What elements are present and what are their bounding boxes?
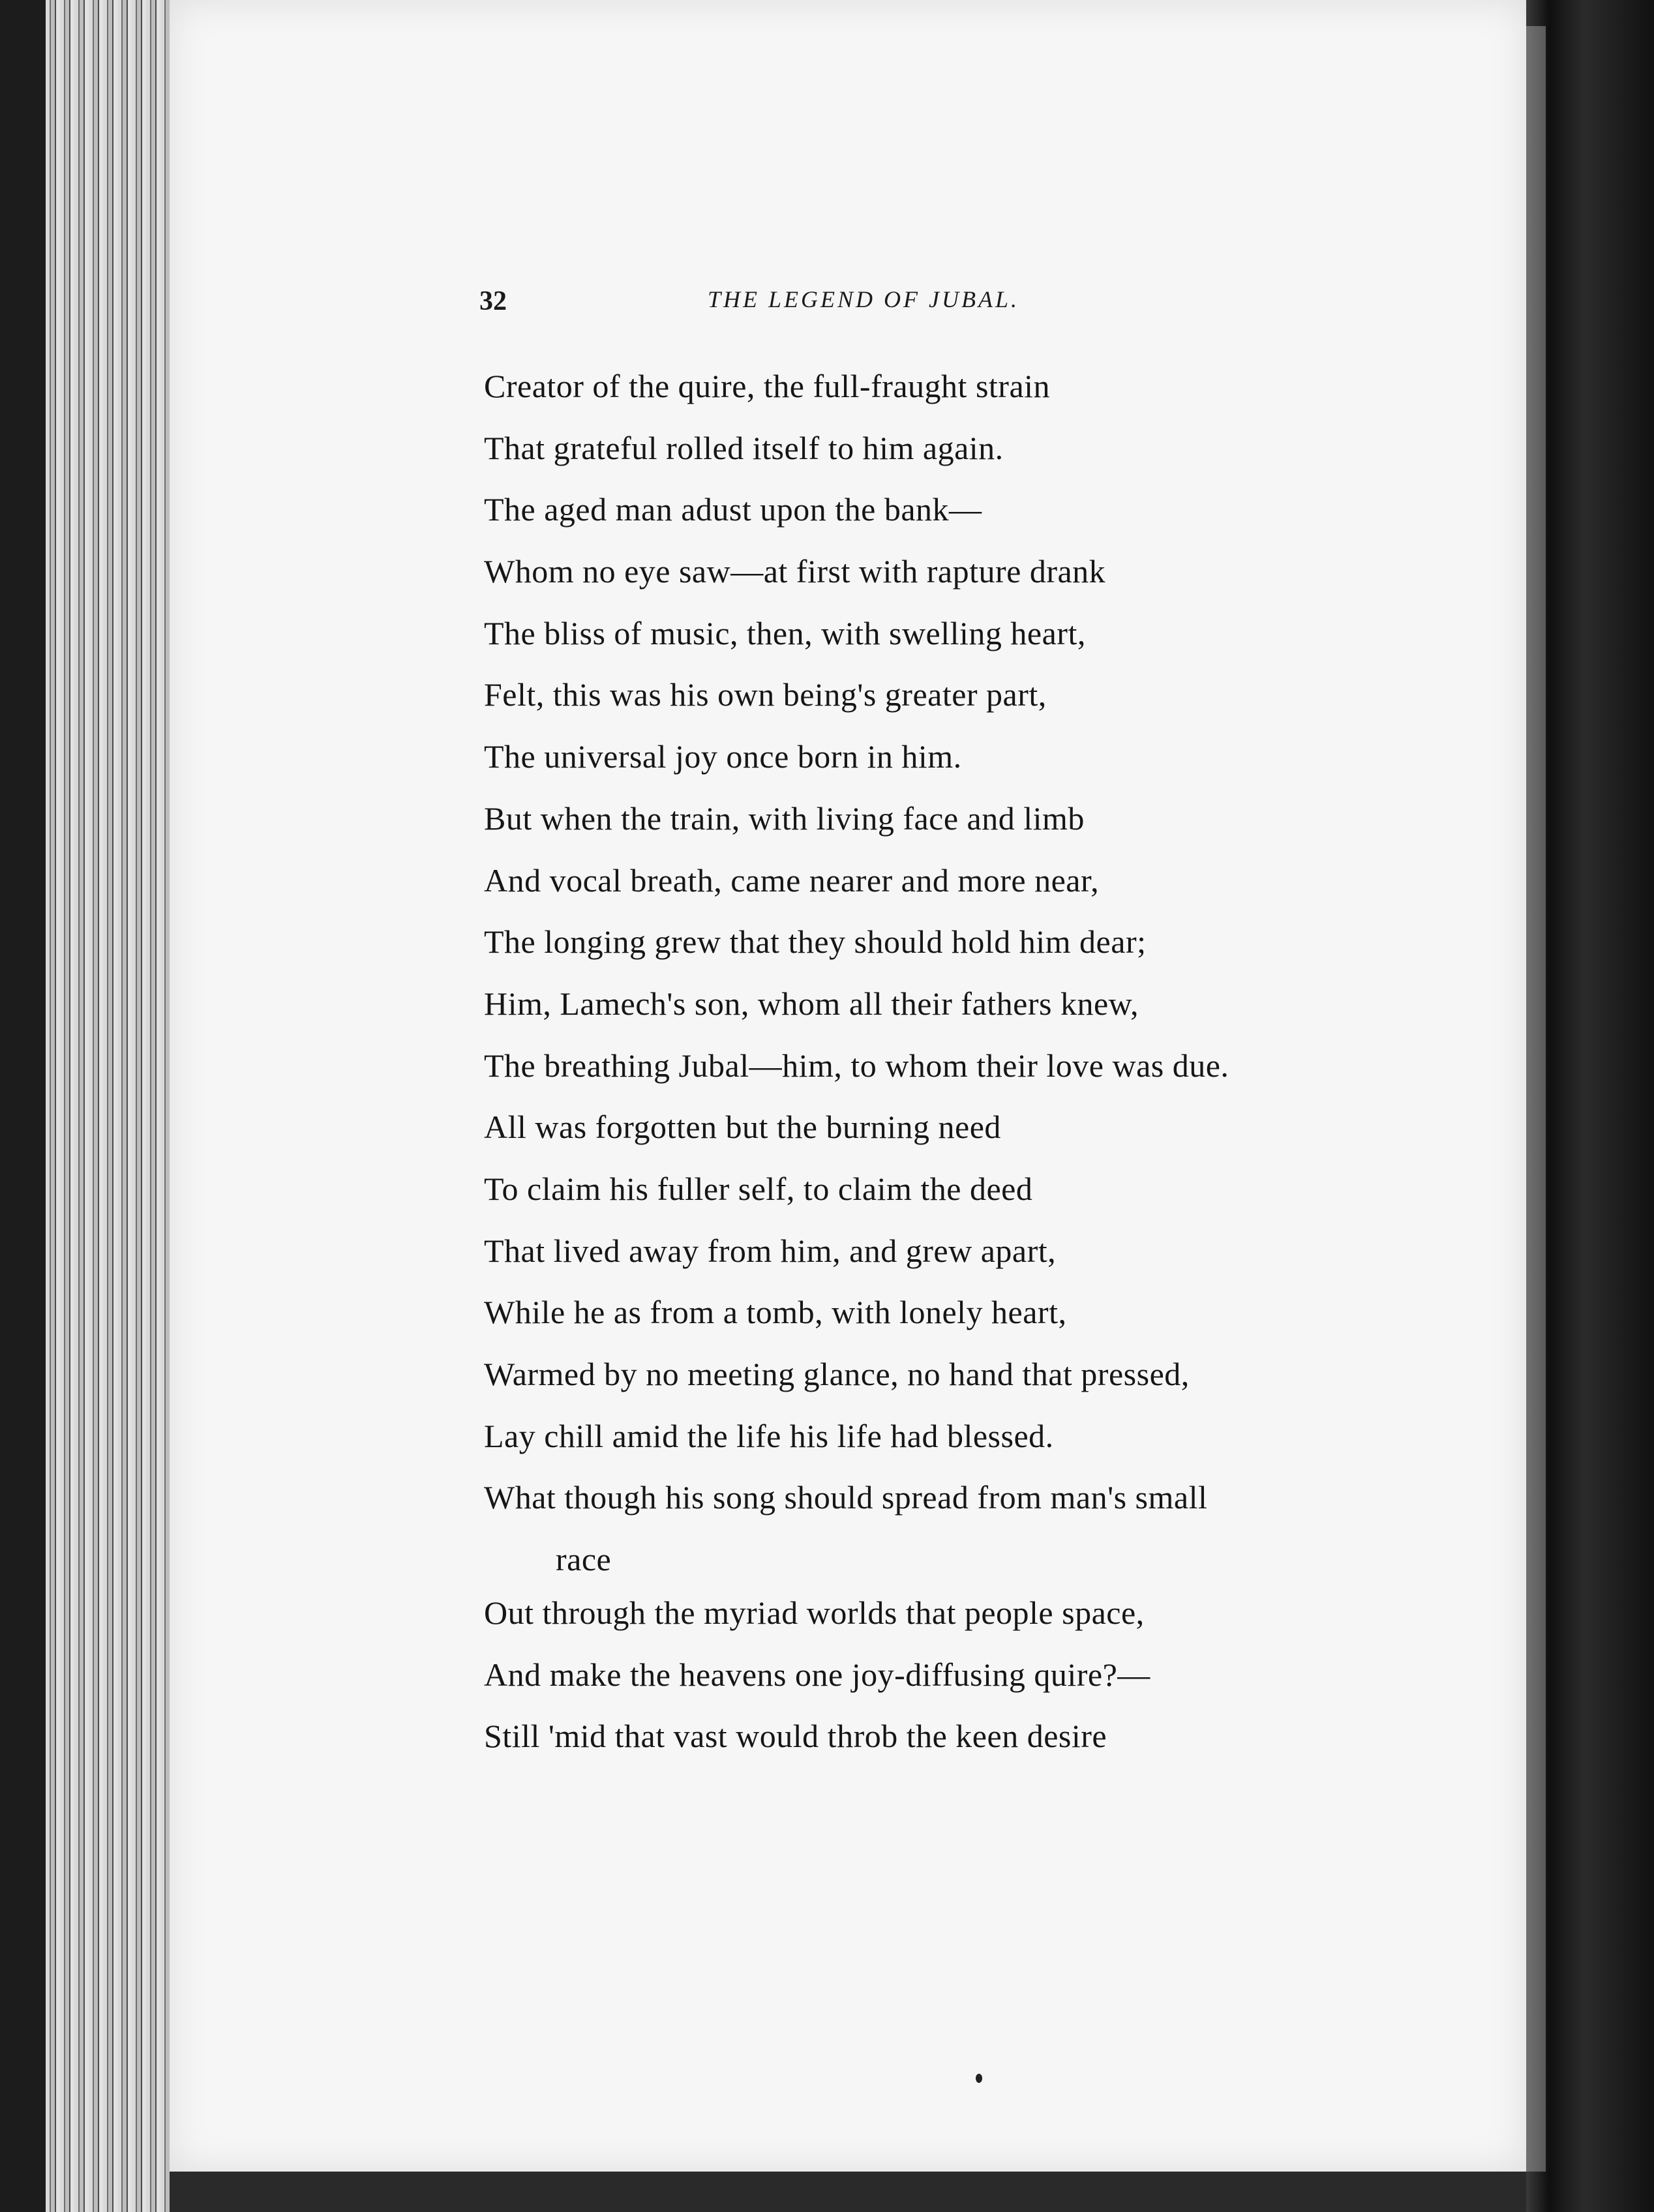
poem-line: All was forgotten but the burning need [484,1109,1001,1146]
page-number: 32 [479,286,507,316]
poem-line: To claim his fuller self, to claim the deed [484,1170,1033,1207]
bottom-shadow [170,2172,1526,2212]
poem-line: That grateful rolled itself to him again. [484,429,1004,466]
poem-line: The universal joy once born in him. [484,738,962,775]
poem-line: And make the heavens one joy-diffusing quire?— [484,1656,1150,1693]
poem-line: Him, Lamech's son, whom all their fathers knew, [484,985,1139,1022]
poem-line: But when the train, with living face and limb [484,800,1085,837]
poem-line-continuation: race [556,1541,612,1578]
poem-line: The bliss of music, then, with swelling heart, [484,614,1086,651]
running-title: THE LEGEND OF JUBAL. [708,286,1019,312]
binding-edge [1526,26,1546,2172]
poem-line: While he as from a tomb, with lonely heart, [484,1294,1067,1331]
poem-line: Lay chill amid the life his life had blessed. [484,1417,1054,1454]
poem-line: The breathing Jubal—him, to whom their love was due. [484,1047,1229,1084]
poem-line: That lived away from him, and grew apart, [484,1232,1057,1269]
page-stack-edges [46,0,176,2212]
ink-speck [976,2074,982,2083]
poem-text [484,366,1501,1778]
poem-line: What though his song should spread from man's small [484,1479,1208,1516]
poem-line: Warmed by no meeting glance, no hand that pressed, [484,1356,1190,1392]
poem-line: Still 'mid that vast would throb the keen desire [484,1718,1107,1755]
poem-line: Felt, this was his own being's greater part, [484,676,1047,713]
poem-line: Whom no eye saw—at first with rapture drank [484,553,1106,590]
poem-line: Creator of the quire, the full-fraught strain [484,368,1051,404]
poem-line: Out through the myriad worlds that people space, [484,1594,1145,1632]
poem-line: And vocal breath, came nearer and more near, [484,861,1100,899]
poem-line: The aged man adust upon the bank— [484,491,982,528]
poem-line: The longing grew that they should hold him dear; [484,923,1147,961]
running-head [479,286,1197,331]
